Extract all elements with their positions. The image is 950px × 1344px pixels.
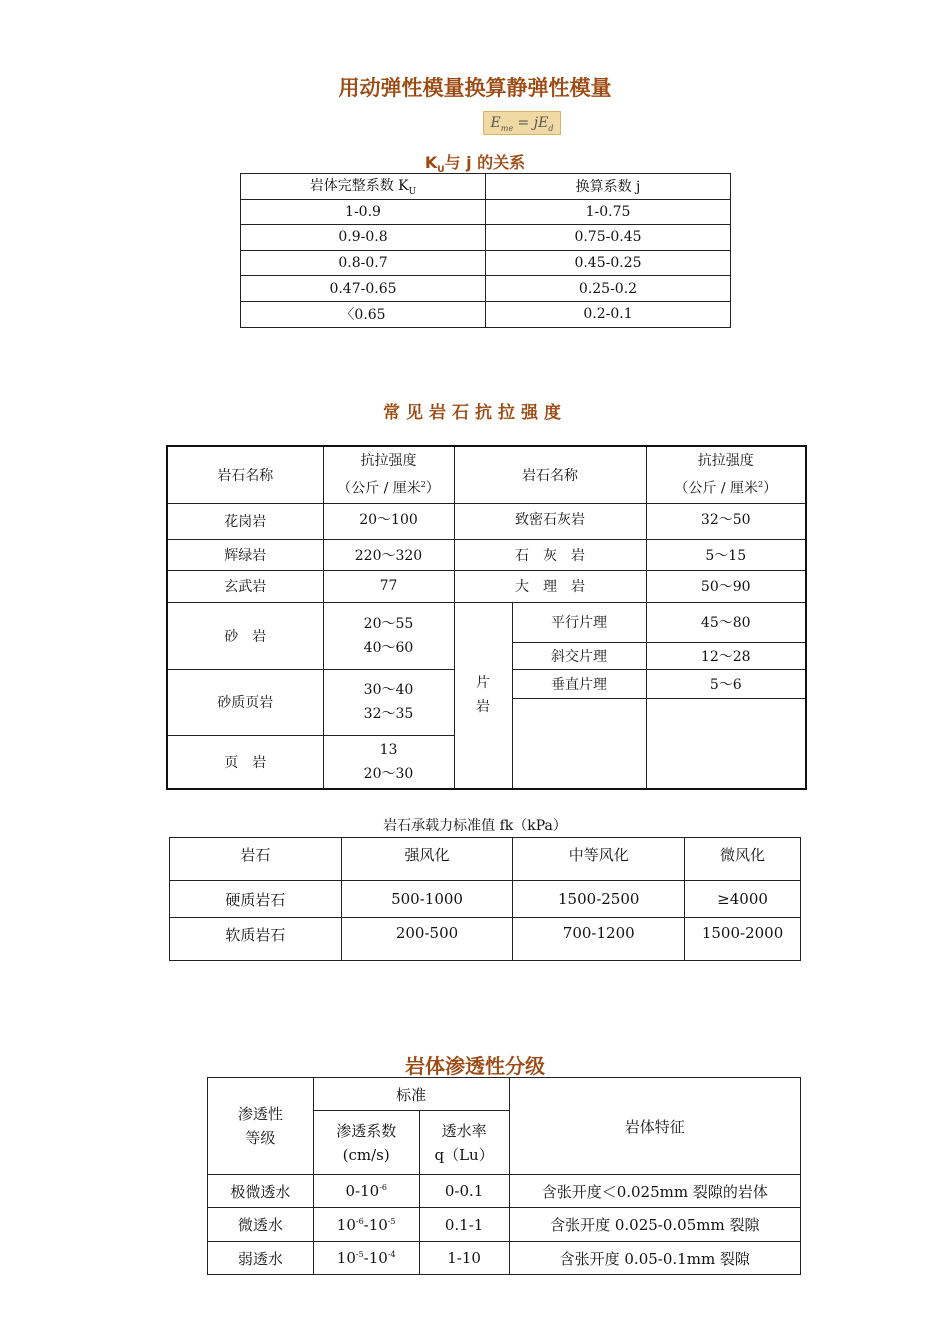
t4-grade: 微透水 (208, 1208, 314, 1242)
table-row (241, 250, 731, 276)
rock-value-line: 40～60 (363, 639, 414, 656)
t4-coef-tail-sup: -5 (387, 1216, 396, 1226)
rock-name: 砂 岩 (167, 602, 323, 669)
table-header-row (170, 838, 801, 881)
table-row (241, 276, 731, 302)
t4-coef-sup: -5 (355, 1250, 364, 1259)
t4-header-line: q（Lu） (434, 1145, 494, 1164)
table-row (167, 570, 806, 602)
table-header-row (241, 174, 731, 200)
t4-header-coef (313, 1111, 419, 1175)
empty-cell (646, 698, 806, 789)
t4-coef-sup: -6 (355, 1216, 364, 1226)
rock-value: 20～100 (323, 503, 454, 539)
t4-coef-tail: -10 (363, 1249, 388, 1267)
table1-cell: 1-0.75 (486, 199, 731, 225)
t3-cell: 硬质岩石 (170, 881, 342, 918)
rock-name: 致密石灰岩 (454, 503, 646, 539)
t3-cell: ≥4000 (685, 881, 801, 918)
table-header-row (208, 1078, 801, 1111)
t4-header-line: 等级 (245, 1129, 276, 1147)
t2-header-name-left: 岩石名称 (167, 446, 323, 503)
rock-value-line: 30～40 (363, 682, 414, 699)
t4-coef-tail-sup: -4 (387, 1250, 396, 1259)
table1-title-k: K (424, 153, 438, 172)
rock-value-line: 20～30 (363, 765, 414, 782)
table-permeability (207, 1077, 801, 1275)
table1-title-k-sub: U (437, 165, 445, 176)
t4-grade: 弱透水 (208, 1242, 314, 1275)
rock-name: 花岗岩 (167, 503, 323, 539)
t4-rate: 0-0.1 (419, 1175, 509, 1208)
rock-value: 5～15 (646, 539, 806, 570)
table-tensile-strength (166, 445, 807, 790)
t3-header: 微风化 (685, 838, 801, 881)
t4-header-standard: 标准 (313, 1078, 509, 1111)
rock-value: 50～90 (646, 570, 806, 602)
rock-name: 玄武岩 (167, 570, 323, 602)
table-row (241, 301, 731, 327)
rock-value: 77 (323, 570, 454, 602)
table1-cell: 1-0.9 (241, 199, 486, 225)
table-row (241, 199, 731, 225)
t2-header-strength-right (646, 446, 806, 503)
t4-coef-sup: -6 (379, 1183, 387, 1192)
rock-name: 斜交片理 (512, 642, 646, 669)
t4-coef (313, 1242, 419, 1275)
table-row (208, 1242, 801, 1275)
rock-value (323, 602, 454, 669)
t2-header-unit: （公斤 / 厘米 (337, 480, 421, 497)
schist-label-char: 岩 (476, 699, 490, 716)
table1-title (0, 150, 950, 175)
t3-cell: 200-500 (341, 918, 513, 961)
t2-header-unit: （公斤 / 厘米 (674, 480, 759, 497)
rock-name: 垂直片理 (512, 669, 646, 698)
rock-name: 石 灰 岩 (454, 539, 646, 570)
formula-image: $E_{me} = jE_d$ (483, 111, 561, 135)
t4-coef-text: 10 (336, 1215, 356, 1234)
table1-header-ku-sub: U (408, 187, 417, 198)
t3-cell: 500-1000 (341, 881, 513, 918)
table-row (170, 881, 801, 918)
t4-header-rate (419, 1111, 509, 1175)
schist-label (454, 602, 512, 789)
rock-name: 平行片理 (512, 602, 646, 642)
table-header-row (167, 446, 806, 503)
table-row (167, 503, 806, 539)
t4-rate: 0.1-1 (419, 1208, 509, 1242)
t4-coef (313, 1208, 419, 1242)
table-row (208, 1208, 801, 1242)
t2-header-strength-label: 抗拉强度 (360, 453, 417, 469)
t4-feature: 含张开度＜0.025mm 裂隙的岩体 (509, 1175, 800, 1208)
rock-value-line: 13 (379, 741, 398, 758)
table1-cell: 0.75-0.45 (486, 225, 731, 251)
t4-header-feature: 岩体特征 (509, 1078, 800, 1175)
table2-title: 常见岩石抗拉强度 (383, 403, 567, 423)
t3-cell: 软质岩石 (170, 918, 342, 961)
table4-title: 岩体渗透性分级 (405, 1054, 545, 1078)
t4-feature: 含张开度 0.025-0.05mm 裂隙 (509, 1208, 800, 1242)
t4-header-line: 渗透性 (237, 1105, 283, 1123)
t2-header-unit-sup: 2 (758, 480, 764, 489)
table-ku-j (240, 173, 731, 328)
t3-cell: 1500-2500 (513, 881, 685, 918)
rock-value: 32～50 (646, 503, 806, 539)
rock-value-line: 32～35 (363, 706, 414, 723)
t4-header-line: (cm/s) (342, 1145, 390, 1164)
t2-header-unit-close: ） (425, 480, 440, 497)
rock-name: 砂质页岩 (167, 669, 323, 735)
rock-name: 辉绿岩 (167, 539, 323, 570)
table1-cell: 0.25-0.2 (486, 276, 731, 302)
table-row (167, 602, 806, 642)
rock-name: 大 理 岩 (454, 570, 646, 602)
t2-header-strength-left (323, 446, 454, 503)
t4-header-grade (208, 1078, 314, 1175)
t4-coef-text: 0-10 (345, 1182, 380, 1200)
t2-header-unit-sup: 2 (420, 480, 426, 489)
table-bearing-capacity (169, 837, 801, 961)
t4-rate: 1-10 (419, 1242, 509, 1275)
table3-title: 岩石承载力标准值 fk（kPa） (383, 818, 567, 834)
rock-value (323, 669, 454, 735)
table1-header-j: 换算系数 j (486, 174, 731, 200)
table-row (170, 918, 801, 961)
t3-cell: 1500-2000 (685, 918, 801, 961)
t4-feature: 含张开度 0.05-0.1mm 裂隙 (509, 1242, 800, 1275)
table1-cell: 0.47-0.65 (241, 276, 486, 302)
rock-name: 页 岩 (167, 735, 323, 789)
table-row (208, 1175, 801, 1208)
table1-cell: 0.9-0.8 (241, 225, 486, 251)
table1-cell: 0.45-0.25 (486, 250, 731, 276)
table-row (167, 539, 806, 570)
rock-value: 220～320 (323, 539, 454, 570)
rock-value: 12～28 (646, 642, 806, 669)
schist-label-char: 片 (476, 675, 490, 692)
t3-header: 强风化 (341, 838, 513, 881)
rock-value-line: 20～55 (363, 615, 414, 632)
t4-header-line: 渗透系数 (336, 1121, 397, 1140)
table1-cell: 0.2-0.1 (486, 301, 731, 327)
t3-cell: 700-1200 (513, 918, 685, 961)
t3-header: 中等风化 (513, 838, 685, 881)
table1-title-rest: 与 j 的关系 (444, 153, 526, 172)
t4-coef-text: 10 (336, 1249, 356, 1267)
rock-value (323, 735, 454, 789)
table1-cell: 〈0.65 (241, 301, 486, 327)
t4-header-line: 透水率 (441, 1121, 487, 1140)
rock-value: 5～6 (646, 669, 806, 698)
table1-header-ku: 岩体完整系数 K (309, 178, 409, 195)
t2-header-name-right: 岩石名称 (454, 446, 646, 503)
t4-grade: 极微透水 (208, 1175, 314, 1208)
t4-coef-tail: -10 (363, 1215, 388, 1234)
table1-cell: 0.8-0.7 (241, 250, 486, 276)
rock-value: 45～80 (646, 602, 806, 642)
t3-header: 岩石 (170, 838, 342, 881)
empty-cell (512, 698, 646, 789)
t4-coef (313, 1175, 419, 1208)
t2-header-strength-label: 抗拉强度 (697, 453, 754, 469)
page-title: 用动弹性模量换算静弹性模量 (338, 76, 612, 100)
t2-header-unit-close: ） (763, 480, 778, 497)
table-row (241, 225, 731, 251)
